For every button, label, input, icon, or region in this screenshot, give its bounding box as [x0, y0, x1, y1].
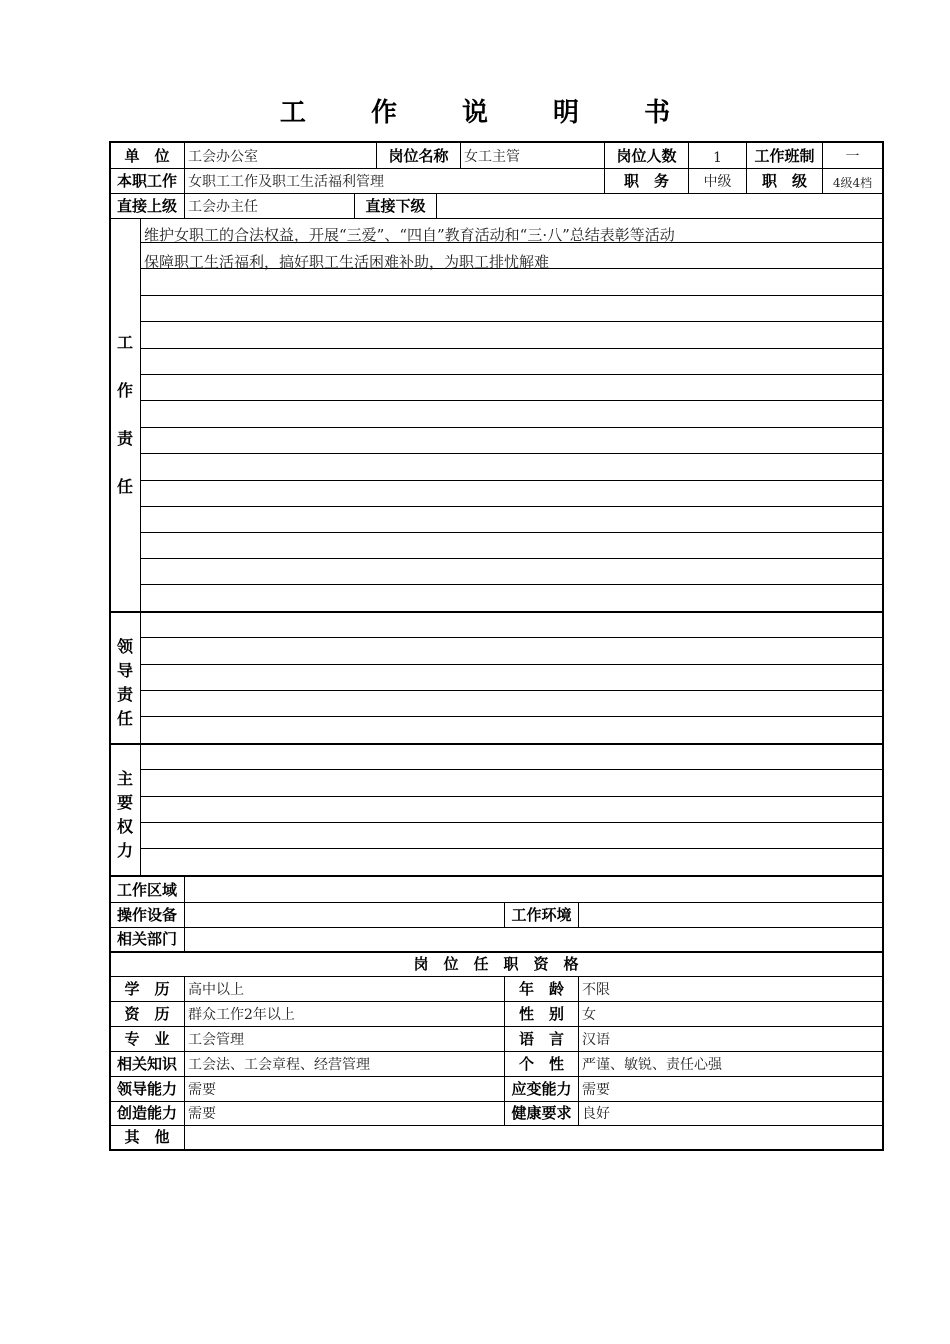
gender-value: 女 — [582, 1007, 596, 1023]
document-title: 工 作 说 明 书 — [279, 98, 699, 128]
post-name-label: 岗位名称 — [388, 147, 449, 165]
language-value: 汉语 — [582, 1032, 610, 1048]
adaptability-value: 需要 — [582, 1082, 610, 1098]
gender-label: 性 别 — [518, 1005, 564, 1023]
environment-label: 工作环境 — [511, 906, 572, 924]
responsibilities-label: 工 作 责 任 — [116, 333, 133, 496]
superior-label: 直接上级 — [116, 197, 177, 215]
education-value: 高中以上 — [188, 982, 244, 998]
post-count-value: 1 — [713, 150, 722, 166]
responsibility-item-1: 维护女职工的合法权益，开展“三爱”、“四自”教育活动和“三·八”总结表彰等活动 — [144, 226, 675, 244]
unit-label: 单 位 — [124, 147, 170, 165]
post-name-value: 女工主管 — [464, 149, 520, 165]
rank-value: 4级4档 — [832, 176, 873, 190]
unit-value: 工会办公室 — [188, 149, 258, 165]
personality-label: 个 性 — [518, 1055, 564, 1073]
equipment-value — [185, 903, 504, 927]
post-count-label: 岗位人数 — [616, 147, 677, 165]
work-area-value — [185, 877, 882, 902]
experience-value: 群众工作2年以上 — [188, 1007, 295, 1023]
subordinate-value — [437, 194, 882, 218]
other-value — [185, 1126, 882, 1149]
major-label: 专 业 — [124, 1030, 170, 1048]
age-label: 年 龄 — [518, 980, 564, 998]
environment-value — [579, 903, 882, 927]
leadership-ability-value: 需要 — [188, 1082, 216, 1098]
departments-value — [185, 928, 882, 951]
age-value: 不限 — [582, 982, 610, 998]
education-label: 学 历 — [124, 980, 170, 998]
knowledge-label: 相关知识 — [116, 1055, 177, 1073]
shift-label: 工作班制 — [754, 147, 815, 165]
superior-value: 工会办主任 — [188, 199, 258, 215]
language-label: 语 言 — [518, 1030, 564, 1048]
adaptability-label: 应变能力 — [511, 1080, 572, 1098]
duty-label: 职 务 — [623, 172, 669, 190]
responsibility-item-2: 保障职工生活福利，搞好职工生活困难补助，为职工排忧解难 — [144, 253, 550, 271]
equipment-label: 操作设备 — [116, 906, 177, 924]
experience-label: 资 历 — [124, 1005, 170, 1023]
leadership-ability-label: 领导能力 — [116, 1080, 177, 1098]
main-work-label: 本职工作 — [116, 172, 177, 190]
health-label: 健康要求 — [511, 1104, 572, 1122]
knowledge-value: 工会法、工会章程、经营管理 — [188, 1057, 370, 1073]
creativity-value: 需要 — [188, 1106, 216, 1122]
main-work-value: 女职工工作及职工生活福利管理 — [188, 174, 384, 190]
powers-label: 主 要 权 力 — [116, 769, 133, 860]
duty-value: 中级 — [703, 174, 732, 190]
leadership-label: 领 导 责 任 — [116, 637, 133, 728]
major-value: 工会管理 — [188, 1032, 244, 1048]
qualifications-title: 岗 位 任 职 资 格 — [413, 955, 579, 973]
health-value: 良好 — [582, 1106, 610, 1122]
personality-value: 严谨、敏锐、责任心强 — [582, 1057, 722, 1073]
rank-label: 职 级 — [761, 172, 807, 190]
departments-label: 相关部门 — [116, 930, 177, 948]
creativity-label: 创造能力 — [116, 1104, 177, 1122]
shift-value: 一 — [845, 149, 860, 165]
work-area-label: 工作区域 — [116, 881, 177, 899]
other-label: 其 他 — [124, 1128, 170, 1146]
subordinate-label: 直接下级 — [365, 197, 426, 215]
